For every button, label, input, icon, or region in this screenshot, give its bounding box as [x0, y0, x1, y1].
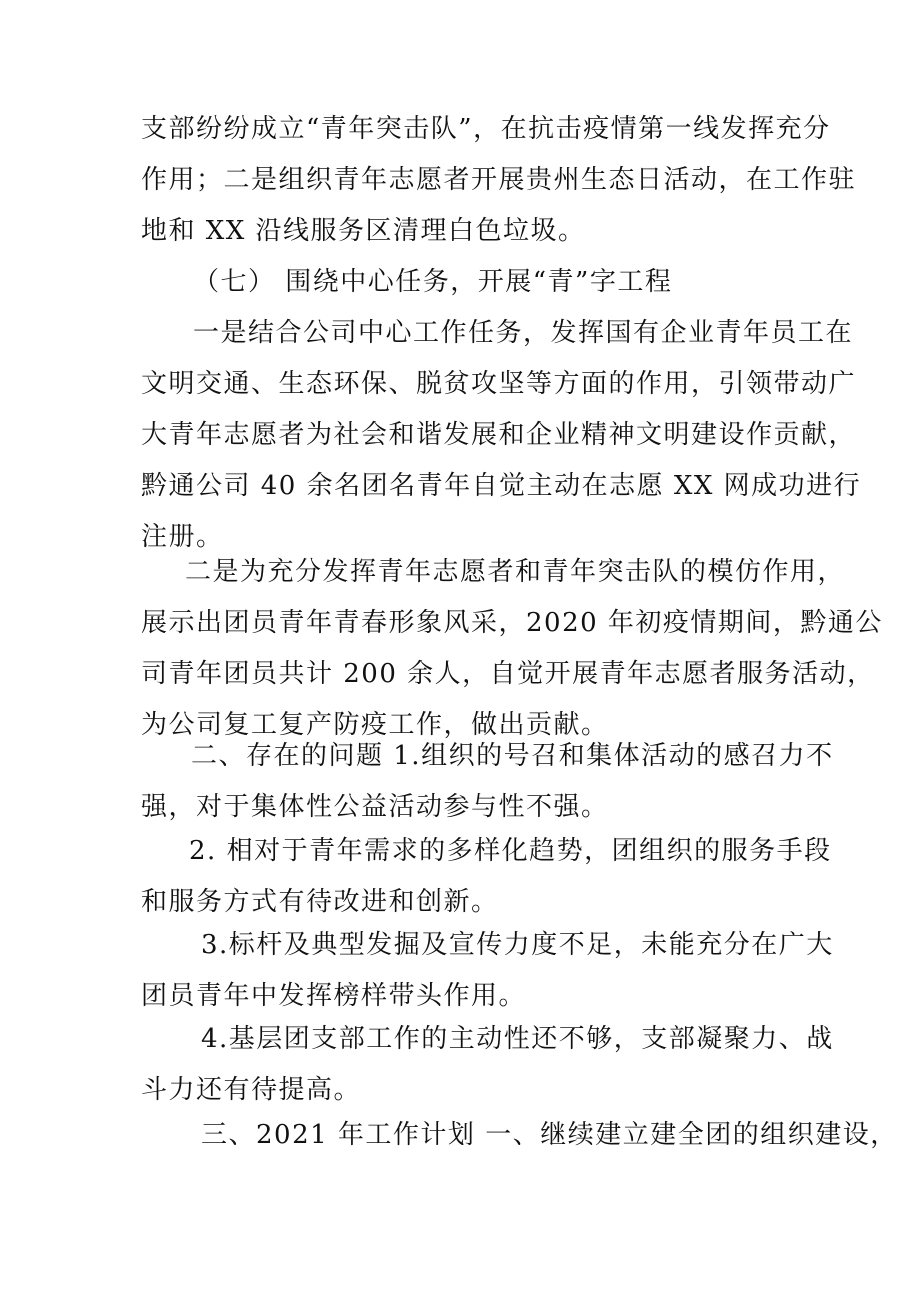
text-line: 文明交通、生态环保、脱贫攻坚等方面的作用，引领带动广 [141, 369, 857, 399]
text-line: 2. 相对于青年需求的多样化趋势，团组织的服务手段 [189, 836, 832, 866]
text-line: 一是结合公司中心工作任务，发挥国有企业青年员工在 [193, 318, 854, 348]
text-line: 地和 XX 沿线服务区清理白色垃圾。 [141, 216, 586, 246]
text-line: 二、存在的问题 1.组织的号召和集体活动的感召力不 [191, 741, 834, 771]
plan-section [141, 1110, 898, 1161]
text-line: 司青年团员共计 200 余人，自觉开展青年志愿者服务活动， [141, 659, 875, 689]
section-heading: （七） 围绕中心任务，开展“青”字工程 [193, 267, 673, 297]
text-line: 3.标杆及典型发掘及宣传力度不足，未能充分在广大 [201, 930, 834, 960]
problem-item-4 [141, 1014, 834, 1116]
text-line: 团员青年中发挥榜样带头作用。 [141, 981, 527, 1011]
text-line: 注册。 [141, 522, 224, 552]
text-line: 作用；二是组织青年志愿者开展贵州生态日活动，在工作驻 [141, 165, 857, 195]
text-line: 大青年志愿者为社会和谐发展和企业精神文明建设作贡献， [141, 420, 857, 450]
text-line: 和服务方式有待改进和创新。 [141, 887, 499, 917]
text-line: 支部纷纷成立“青年突击队”，在抗击疫情第一线发挥充分 [141, 114, 831, 144]
text-line: 为公司复工复产防疫工作，做出贡献。 [141, 710, 609, 740]
text-line: 二是为充分发挥青年志愿者和青年突击队的模仿作用， [185, 557, 846, 587]
problems-section [141, 731, 834, 833]
text-line: 强，对于集体性公益活动参与性不强。 [141, 792, 609, 822]
text-line: 4.基层团支部工作的主动性还不够，支部凝聚力、战 [201, 1024, 834, 1054]
text-line: 三、2021 年工作计划 一、继续建立建全团的组织建设， [201, 1120, 898, 1150]
document-body [141, 104, 862, 563]
document-body-section-2 [141, 547, 883, 751]
problem-item-3 [141, 920, 834, 1022]
text-line: 斗力还有待提高。 [141, 1075, 362, 1105]
text-line: 黔通公司 40 余名团名青年自觉主动在志愿 XX 网成功进行 [141, 471, 862, 501]
problem-item-2 [141, 826, 832, 928]
text-line: 展示出团员青年青春形象风采，2020 年初疫情期间，黔通公 [141, 608, 883, 638]
